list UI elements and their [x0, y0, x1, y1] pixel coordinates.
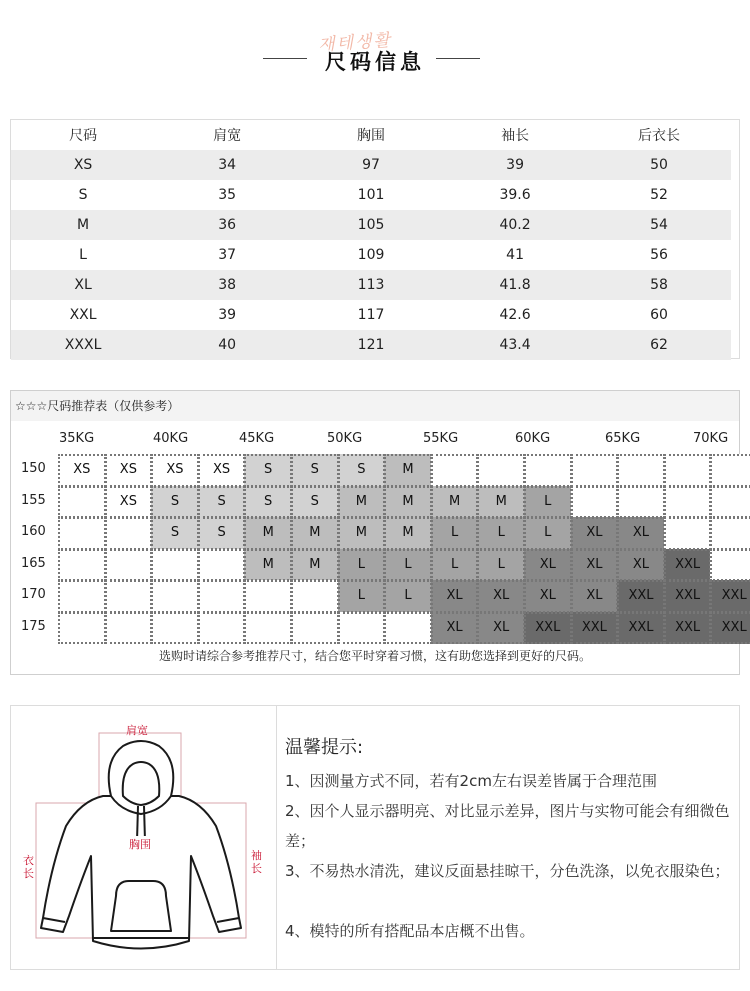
size-recommendation-panel: [10, 390, 747, 675]
table-cell: 56: [650, 247, 668, 263]
table-cell: 39.6: [499, 187, 531, 203]
grid-cell: [198, 580, 246, 613]
table-row: [11, 180, 731, 210]
grid-cell: [58, 517, 106, 550]
grid-cell: [477, 454, 525, 487]
column-header: 肩宽: [155, 120, 299, 150]
size-table-panel: [10, 119, 740, 359]
grid-cell: M: [244, 549, 292, 582]
grid-cell: XL: [571, 580, 619, 613]
grid-cell: [151, 549, 199, 582]
grid-cell: [710, 549, 750, 582]
grid-cell: [664, 517, 712, 550]
grid-cell: M: [384, 517, 432, 550]
table-cell: 62: [587, 330, 731, 360]
tip-item: 2、因个人显示器明亮、对比显示差异，图片与实物可能会有细微色差；: [285, 802, 730, 850]
table-cell: M: [11, 210, 155, 240]
table-row: [11, 330, 731, 360]
table-cell: L: [79, 247, 87, 263]
table-cell: 42.6: [499, 307, 531, 323]
grid-cell: XXL: [664, 612, 712, 645]
grid-cell: XL: [477, 612, 525, 645]
height-label: 155: [21, 492, 46, 508]
grid-cell: [571, 454, 619, 487]
grid-cell: [244, 612, 292, 645]
grid-cell: L: [384, 549, 432, 582]
weight-label: 35KG: [59, 431, 95, 446]
table-cell: 43.4: [443, 330, 587, 360]
grid-cell: [617, 454, 665, 487]
table-cell: 40: [155, 330, 299, 360]
grid-cell: M: [477, 486, 525, 519]
grid-cell: [198, 549, 246, 582]
grid-cell: XL: [571, 517, 619, 550]
grid-cell: L: [524, 486, 572, 519]
grid-cell: [291, 580, 339, 613]
grid-cell: XL: [571, 549, 619, 582]
header-left-rule: [263, 58, 307, 59]
tips-panel: [10, 705, 740, 970]
grid-cell: L: [477, 549, 525, 582]
table-cell: 37: [218, 247, 237, 263]
grid-cell: S: [291, 454, 339, 487]
section-header: [0, 20, 750, 80]
table-cell: S: [78, 187, 88, 203]
table-cell: 109: [357, 247, 385, 263]
grid-cell: [664, 454, 712, 487]
grid-cell: XS: [151, 454, 199, 487]
weight-label: 50KG: [327, 431, 363, 446]
grid-cell: XS: [105, 454, 153, 487]
grid-cell: XS: [58, 454, 106, 487]
grid-cell: L: [431, 549, 479, 582]
table-cell: 50: [587, 150, 731, 180]
height-label: 170: [21, 587, 46, 602]
grid-cell: XL: [617, 549, 665, 582]
grid-cell: XXL: [710, 580, 750, 613]
table-cell: 38: [155, 270, 299, 300]
grid-cell: L: [431, 517, 479, 550]
header-right-rule: [436, 58, 480, 59]
grid-cell: [105, 517, 153, 550]
grid-cell: [58, 612, 106, 645]
grid-cell: M: [384, 454, 432, 487]
grid-cell: M: [244, 517, 292, 550]
table-cell: 58: [587, 270, 731, 300]
grid-cell: L: [384, 580, 432, 613]
table-cell: 105: [299, 210, 443, 240]
grid-cell: XXL: [571, 612, 619, 645]
grid-cell: XL: [431, 580, 479, 613]
grid-cell: S: [291, 486, 339, 519]
grid-cell: [710, 486, 750, 519]
weight-label: 60KG: [515, 431, 551, 446]
grid-cell: [58, 549, 106, 582]
grid-cell: [664, 486, 712, 519]
grid-cell: S: [151, 486, 199, 519]
table-cell: 52: [650, 187, 668, 203]
grid-cell: XL: [524, 549, 572, 582]
recommendation-title: ☆☆☆尺码推荐表（仅供参考）: [11, 391, 739, 421]
grid-cell: S: [198, 517, 246, 550]
grid-cell: S: [198, 486, 246, 519]
table-row: [11, 240, 731, 270]
table-cell: 36: [155, 210, 299, 240]
height-label: 175: [21, 618, 46, 634]
sleeve-label: 袖长: [251, 849, 262, 875]
grid-cell: M: [291, 517, 339, 550]
grid-cell: XXL: [617, 580, 665, 613]
grid-cell: L: [477, 517, 525, 550]
tip-item: 1、因测量方式不同，若有2cm左右误差皆属于合理范围: [285, 772, 657, 790]
table-cell: 41.8: [443, 270, 587, 300]
grid-cell: [384, 612, 432, 645]
grid-cell: [524, 454, 572, 487]
tips-title: 温馨提示:: [285, 737, 364, 758]
table-cell: XL: [11, 270, 155, 300]
shoulder-label: 肩宽: [126, 724, 148, 737]
recommendation-grid: [11, 421, 747, 636]
table-cell: 35: [218, 187, 237, 203]
grid-cell: XXL: [664, 549, 712, 582]
grid-cell: [244, 580, 292, 613]
grid-cell: XXL: [710, 612, 750, 645]
table-cell: 34: [155, 150, 299, 180]
table-cell: 40.2: [443, 210, 587, 240]
table-cell: 117: [357, 307, 385, 323]
recommendation-footnote: 选购时请综合参考推荐尺寸，结合您平时穿着习惯，这有助您选择到更好的尺码。: [158, 649, 591, 663]
height-label: 165: [21, 555, 46, 571]
grid-cell: S: [244, 454, 292, 487]
grid-cell: M: [291, 549, 339, 582]
grid-cell: M: [384, 486, 432, 519]
table-cell: 54: [587, 210, 731, 240]
grid-cell: [105, 612, 153, 645]
grid-cell: XL: [524, 580, 572, 613]
weight-label: 55KG: [423, 431, 459, 446]
size-table-header-row: [11, 120, 731, 150]
table-cell: 121: [299, 330, 443, 360]
height-label: 150: [21, 461, 46, 476]
grid-cell: [291, 612, 339, 645]
grid-cell: L: [524, 517, 572, 550]
table-cell: 41: [506, 247, 524, 263]
column-header: 胸围: [299, 120, 443, 150]
grid-cell: [105, 580, 153, 613]
tip-item: 3、不易热水清洗，建议反面悬挂晾干，分色洗涤，以免衣服染色；: [285, 862, 730, 880]
grid-cell: XS: [105, 486, 153, 519]
grid-cell: [58, 580, 106, 613]
height-label: 160: [21, 524, 46, 539]
grid-cell: [58, 486, 106, 519]
length-label: 衣长: [23, 854, 34, 880]
table-cell: XXXL: [11, 330, 155, 360]
tips-divider: [276, 706, 277, 969]
page-title: 尺码信息: [325, 50, 425, 74]
grid-cell: [431, 454, 479, 487]
table-cell: 97: [299, 150, 443, 180]
grid-cell: M: [431, 486, 479, 519]
tips-content: [285, 706, 735, 969]
grid-cell: XL: [477, 580, 525, 613]
grid-cell: [105, 549, 153, 582]
grid-cell: S: [244, 486, 292, 519]
grid-cell: L: [338, 549, 386, 582]
grid-cell: [338, 612, 386, 645]
grid-cell: XXL: [664, 580, 712, 613]
table-row: [11, 270, 731, 300]
table-cell: XXL: [69, 307, 97, 323]
weight-label: 65KG: [605, 431, 641, 446]
grid-cell: XL: [617, 517, 665, 550]
grid-cell: XXL: [617, 612, 665, 645]
size-table: [11, 120, 731, 360]
table-row: [11, 150, 731, 180]
grid-cell: [571, 486, 619, 519]
table-cell: 101: [357, 187, 385, 203]
weight-label: 70KG: [693, 431, 729, 446]
table-cell: 39: [443, 150, 587, 180]
table-cell: 39: [218, 307, 237, 323]
column-header: 袖长: [443, 120, 587, 150]
grid-cell: XL: [431, 612, 479, 645]
grid-cell: S: [151, 517, 199, 550]
column-header: 尺码: [11, 120, 155, 150]
weight-label: 40KG: [153, 431, 189, 446]
grid-cell: [151, 580, 199, 613]
tip-item: 4、模特的所有搭配品本店概不出售。: [285, 922, 535, 940]
table-cell: 60: [650, 307, 668, 323]
grid-cell: XXL: [524, 612, 572, 645]
grid-cell: [617, 486, 665, 519]
column-header: 后衣长: [587, 120, 731, 150]
table-cell: 113: [299, 270, 443, 300]
table-row: [11, 210, 731, 240]
grid-cell: XS: [198, 454, 246, 487]
chest-label: 胸围: [129, 838, 151, 851]
header-decoration: 재테생활: [317, 30, 393, 56]
grid-cell: M: [338, 517, 386, 550]
grid-cell: [710, 517, 750, 550]
grid-cell: [198, 612, 246, 645]
table-cell: XS: [11, 150, 155, 180]
grid-cell: L: [338, 580, 386, 613]
measurement-diagram: [11, 706, 275, 969]
grid-cell: M: [338, 486, 386, 519]
grid-cell: S: [338, 454, 386, 487]
table-row: [11, 300, 731, 330]
grid-cell: [151, 612, 199, 645]
weight-label: 45KG: [239, 431, 275, 446]
grid-cell: [710, 454, 750, 487]
